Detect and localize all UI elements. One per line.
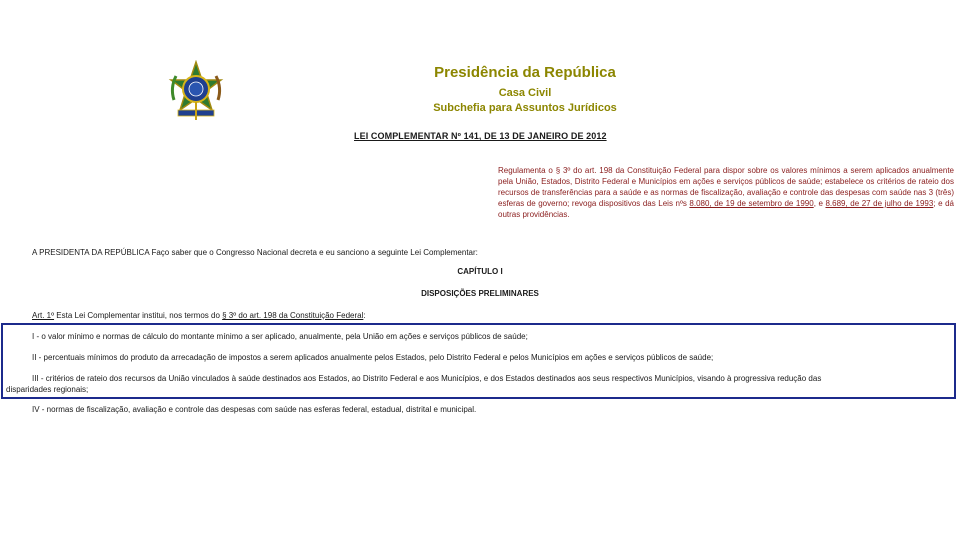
item-iii-continuation: disparidades regionais; [6,385,89,394]
article-1 [32,310,366,321]
enactment-clause [32,247,478,258]
article-1-label[interactable]: Art. 1º [32,311,55,320]
law-title-link[interactable]: LEI COMPLEMENTAR Nº 141, DE 13 DE JANEIRO DE 2012 [354,131,607,141]
org-subunit: Subchefia para Assuntos Jurídicos [433,102,617,114]
law-summary [498,165,954,220]
org-unit: Casa Civil [498,87,552,99]
summary-text: Regulamenta o § 3º do art. 198 da Constituição Federal para dispor sobre os valores mínimos a serem aplicados anualmente pela União, Estados, Distrito Federal e Municípios em ações e serviços públicos de saúde; estabelece os critérios de rateio dos recursos de transferências para a saúde e as normas de fiscalização, avaliação e controle das despesas com saúde nas 3 (três) esferas de governo; revoga dispositivos das Leis nºs [498,166,954,208]
article-1-text: Esta Lei Complementar institui, nos termos do [54,311,223,320]
enactment-authority: A PRESIDENTA DA REPÚBLICA [32,248,150,257]
item-iv: IV - normas de fiscalização, avaliação e controle das despesas com saúde nas esferas federal, estadual, distrital e municipal. [32,405,477,414]
item-i: I - o valor mínimo e normas de cálculo do montante mínimo a ser aplicado, anualmente, pela União em ações e serviços públicos de saúde; [32,332,528,341]
item-iii: III - critérios de rateio dos recursos da União vinculados à saúde destinados aos Estados, ao Distrito Federal e aos Municípios, e dos Estados destinados aos seus respectivos Municípios, visando à progressiva redução das [32,374,822,383]
article-1-end: : [363,311,366,320]
summary-connector: , e [813,199,826,208]
summary-end: ; e dá outras providências. [498,199,954,219]
chapter-heading: CAPÍTULO I [457,267,503,276]
org-name: Presidência da República [434,64,616,81]
constitution-link[interactable]: § 3º do art. 198 da Constituição Federal [222,311,364,320]
summary-link-lei-8080[interactable]: 8.080, de 19 de setembro de 1990 [689,199,814,208]
chapter-title: DISPOSIÇÕES PRELIMINARES [421,289,539,298]
enactment-text: Faço saber que o Congresso Nacional decreta e eu sanciono a seguinte Lei Complementar: [149,248,478,257]
coat-of-arms-icon [166,60,226,122]
summary-link-lei-8689[interactable]: 8.689, de 27 de julho de 1993 [825,199,934,208]
item-ii: II - percentuais mínimos do produto da arrecadação de impostos a serem aplicados anualmente pelos Estados, pelo Distrito Federal e pelos Municípios em ações e serviços públicos de saúde; [32,353,714,362]
